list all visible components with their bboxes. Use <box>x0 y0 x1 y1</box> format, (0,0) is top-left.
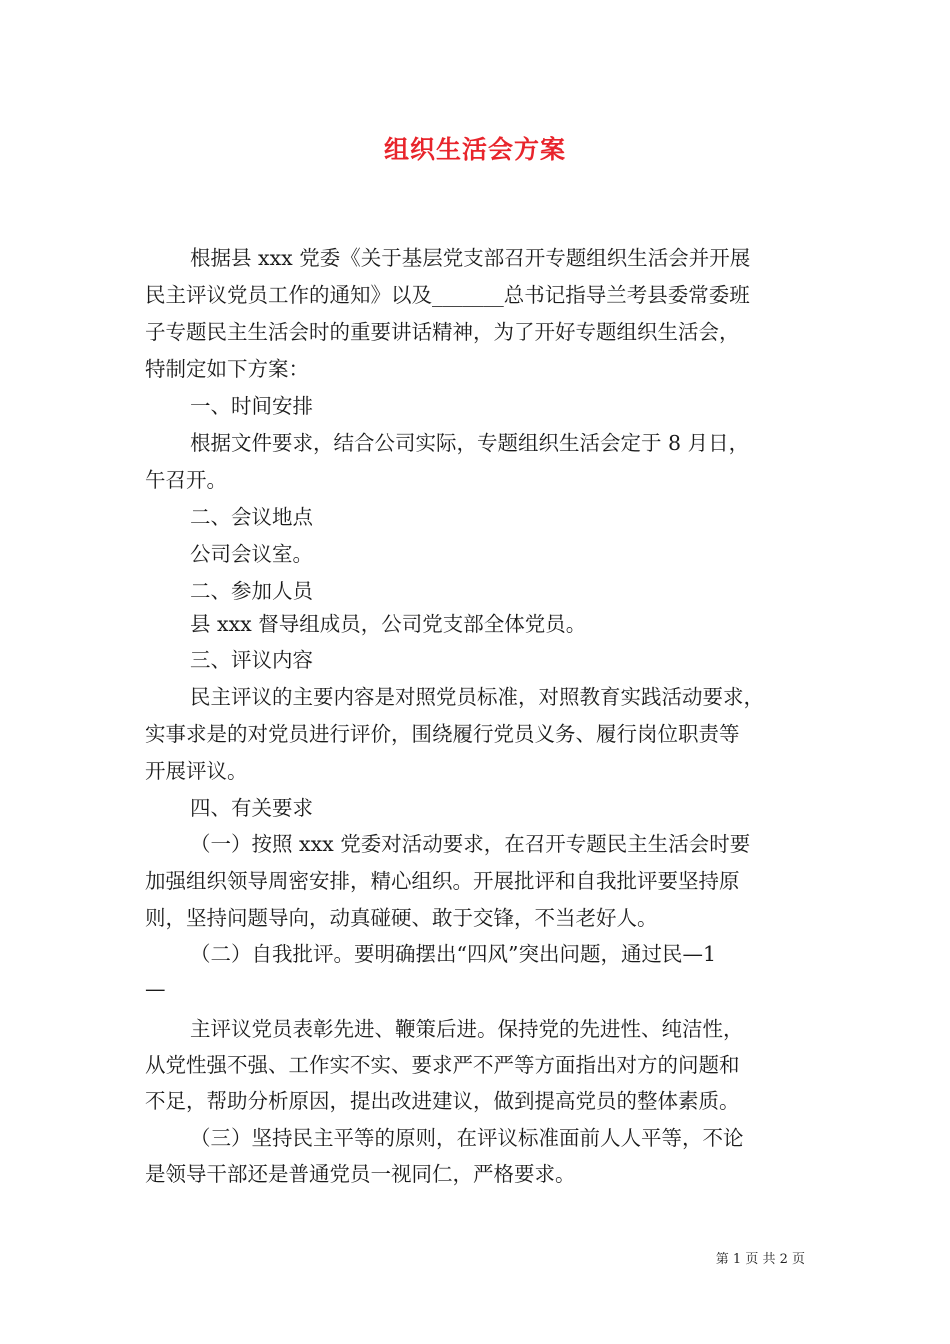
paragraph-line: （一）按照 xxx 党委对活动要求，在召开专题民主生活会时要 <box>190 832 751 856</box>
paragraph-line: 则，坚持问题导向，动真碰硬、敢于交锋，不当老好人。 <box>145 906 658 930</box>
paragraph-line: 子专题民主生活会时的重要讲话精神，为了开好专题组织生活会， <box>145 320 740 344</box>
page-number-dash: — <box>145 977 166 1001</box>
paragraph-line: 主评议党员表彰先进、鞭策后进。保持党的先进性、纯洁性， <box>190 1017 744 1041</box>
paragraph-line: （二）自我批评。要明确摆出“四风”突出问题，通过民—1 <box>190 942 717 966</box>
paragraph-line: 不足，帮助分析原因，提出改进建议，做到提高党员的整体素质。 <box>145 1089 740 1113</box>
document-title: 组织生活会方案 <box>383 135 566 164</box>
section-heading: 四、有关要求 <box>190 796 313 820</box>
page-footer: 第 1 页 共 2 页 <box>715 1252 805 1267</box>
paragraph-line: 从党性强不强、工作实不实、要求严不严等方面指出对方的问题和 <box>145 1053 740 1077</box>
paragraph-line: 根据文件要求，结合公司实际，专题组织生活会定于 8 月日， <box>190 431 750 455</box>
section-heading: 二、参加人员 <box>190 579 313 603</box>
paragraph-line: 民主评议的主要内容是对照党员标准，对照教育实践活动要求， <box>190 685 764 709</box>
paragraph-line: 午召开。 <box>145 468 227 492</box>
paragraph-line: 开展评议。 <box>145 759 248 783</box>
paragraph-line: 民主评议党员工作的通知》以及_______总书记指导兰考县委常委班 <box>145 283 750 307</box>
paragraph-line: 公司会议室。 <box>190 542 313 566</box>
section-heading: 二、会议地点 <box>190 505 313 529</box>
section-heading: 一、时间安排 <box>190 394 313 418</box>
paragraph-line: 是领导干部还是普通党员一视同仁，严格要求。 <box>145 1162 576 1186</box>
paragraph-line: 县 xxx 督导组成员，公司党支部全体党员。 <box>190 612 587 636</box>
section-heading: 三、评议内容 <box>190 648 313 672</box>
paragraph-line: 实事求是的对党员进行评价，围绕履行党员义务、履行岗位职责等 <box>145 722 740 746</box>
paragraph-line: 根据县 xxx 党委《关于基层党支部召开专题组织生活会并开展 <box>190 246 751 270</box>
paragraph-line: 特制定如下方案： <box>145 357 309 381</box>
paragraph-line: 加强组织领导周密安排，精心组织。开展批评和自我批评要坚持原 <box>145 869 740 893</box>
paragraph-line: （三）坚持民主平等的原则，在评议标准面前人人平等，不论 <box>190 1126 744 1150</box>
